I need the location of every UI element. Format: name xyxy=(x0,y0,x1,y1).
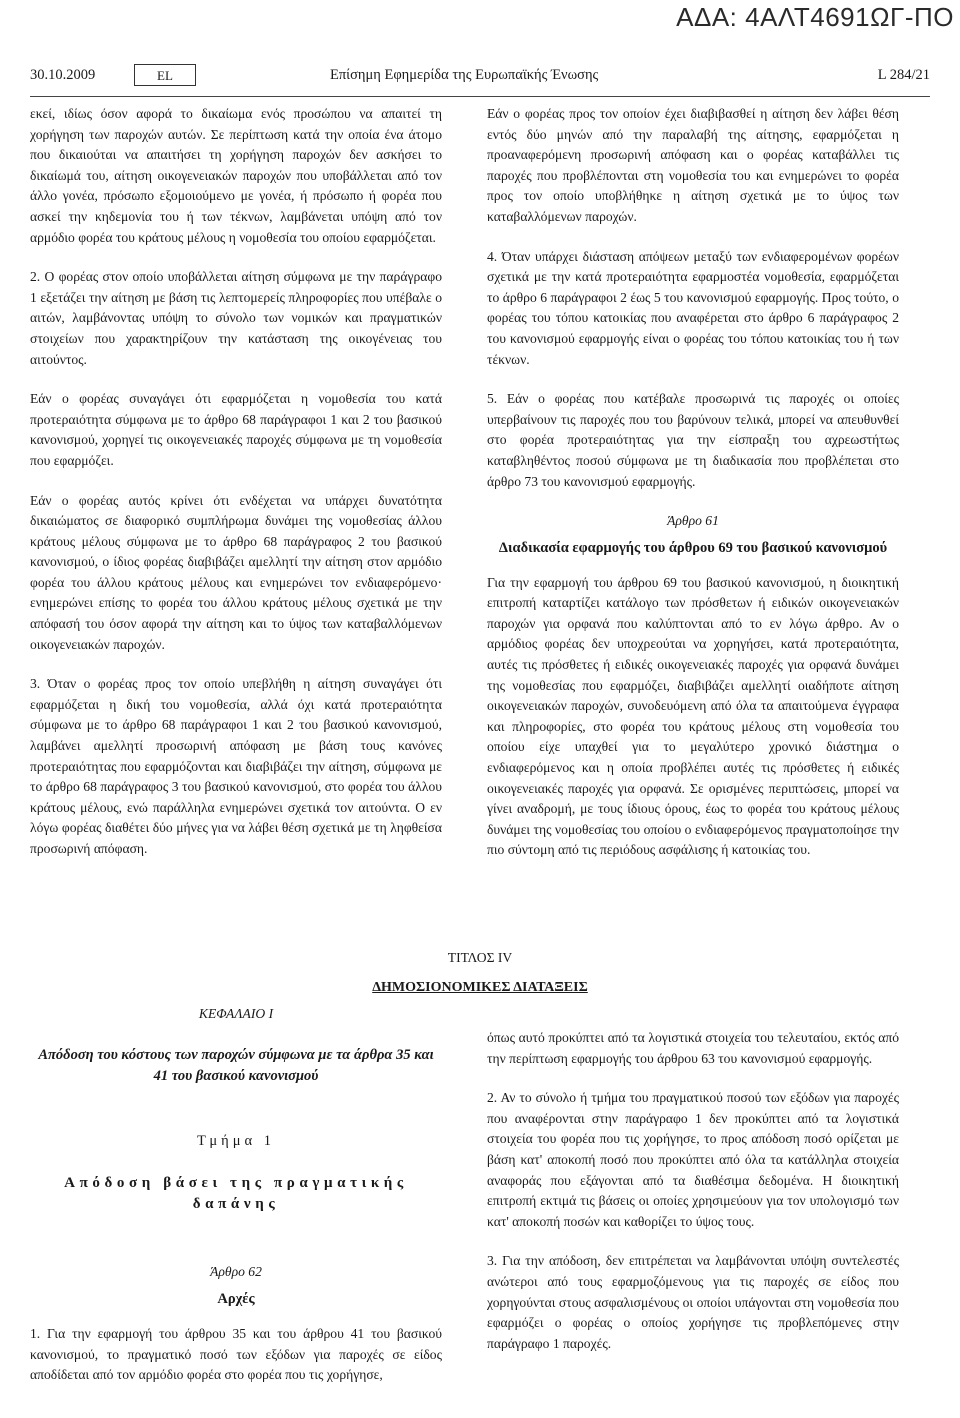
paragraph: Εάν ο φορέας προς τον οποίον έχει διαβιβασθεί η αίτηση δεν λάβει θέση εντός δύο μηνών από την παραλαβή της αίτησης, εφαρμόζεται η προαναφερόμενη προσωρινή απόφαση και ο φορέας καταβάλλει τις παροχές που προβλέπονται στη νομοθεσία του και ενημερώνει το φορέα προς τον οποίο υποβλήθηκε η αίτηση σχετικά με το ύψος των καταβαλλόμενων παροχών. xyxy=(487,106,899,224)
title-heading xyxy=(30,980,930,996)
left-column xyxy=(30,104,442,879)
section-title: Απόδοση βάσει της πραγματικής δαπάνης xyxy=(64,1175,408,1212)
ada-stamp: ΑΔΑ: 4ΑΛΤ4691ΩΓ-ΠΟ xyxy=(676,2,954,32)
paragraph: Εάν ο φορέας αυτός κρίνει ότι ενδέχεται να υπάρχει δυνατότητα δικαιώματος σε διαφορικό συμπλήρωμα δυνάμει της νομοθεσίας άλλου κράτους μέλους σύμφωνα με το άρθρο 68 παράγραφος 2 του βασικού κανονισμού, ο ίδιος φορέας διαβιβάζει αμελλητί την αίτηση στον αρμόδιο φορέα του άλλου κράτους μέλους και ενημερώνει τον ενδιαφερόμενο· ενημερώνει επίσης το φορέα του άλλου κράτους μέλους σχετικά με την απόφασή του όσον αφορά την αίτηση και το ύψος των καταβαλλόμενων οικογενειακών παροχών. xyxy=(30,492,442,652)
title-label: ΤΙΤΛΟΣ IV xyxy=(447,950,513,965)
paragraph: όπως αυτό προκύπτει από τα λογιστικά στοιχεία του τελευταίου, εκτός από την περίπτωση εφαρμογής του άρθρου 63 του κανονισμού εφαρμογής. xyxy=(487,1030,899,1066)
paragraph: 2. Ο φορέας στον οποίο υποβάλλεται αίτηση σύμφωνα με την παράγραφο 1 εξετάζει την αίτηση με βάση τις λεπτομερείς πληροφορίες που υπέβαλε ο αιτών, λαμβάνοντας υπόψη το σύνολο των νομικών και πραγματικών στοιχείων που χαρακτηρίζουν την κατάσταση της οικογένειας του αιτούντος. xyxy=(30,269,442,367)
article-number: Άρθρο 61 xyxy=(667,513,719,529)
paragraph: Εάν ο φορέας συναγάγει ότι εφαρμόζεται η νομοθεσία του κατά προτεραιότητα σύμφωνα με το άρθρο 68 παράγραφοι 1 και 2 του βασικού κανονισμού, χορηγεί τις οικογενειακές παροχές σύμφωνα με τη νομοθεσία που εφαρμόζει. xyxy=(30,391,442,468)
article-number: Άρθρο 62 xyxy=(210,1264,262,1280)
paragraph: 5. Εάν ο φορέας που κατέβαλε προσωρινά τις παροχές οι οποίες υπερβαίνουν τις παροχές που του βαρύνουν τελικά, μπορεί να απευθυνθεί στο φορέα προτεραιότητας για την είσπραξη του αχρεωστήτως καταβληθέντος ποσού σύμφωνα με τη διαδικασία που προβλέπεται στο άρθρο 73 του κανονισμού εφαρμογής. xyxy=(487,391,899,489)
bottom-right-column xyxy=(487,1028,899,1373)
journal-title: Επίσημη Εφημερίδα της Ευρωπαϊκής Ένωσης xyxy=(330,67,599,83)
paragraph: 4. Όταν υπάρχει διάσταση απόψεων μεταξύ των ενδιαφερομένων φορέων σχετικά με την κατά προτεραιότητα εφαρμοστέα νομοθεσία, εφαρμόζεται το άρθρο 6 παράγραφοι 2 έως 5 του κανονισμού εφαρμογής. Προς τούτο, ο φορέας του τόπου κατοικίας που αναφέρεται στο άρθρο 6 παράγραφος 2 του κανονισμού εφαρμογής είναι ο φορέας του τόπου κατοικίας του ή των τέκνων. xyxy=(487,248,899,367)
bottom-left-column xyxy=(30,1002,442,1405)
section-label: Τμήμα 1 xyxy=(197,1132,275,1149)
page-number: L 284/21 xyxy=(877,67,930,83)
paragraph: 3. Για την απόδοση, δεν επιτρέπεται να λαμβάνονται υπόψη συντελεστές ανώτεροι από τους εφαρμοζόμενους για τις παροχές σε είδος που χορηγούνται στους ασφαλισμένους οι οποίοι υπάγονται στη νομοθεσία που εφαρμόζει ο φορέας ο οποίος χορήγησε τις προβλεπόμενες στην παράγραφο 1 παροχές. xyxy=(487,1253,899,1351)
title-heading-text: ΔΗΜΟΣΙΟΝΟΜΙΚΕΣ ΔΙΑΤΑΞΕΙΣ xyxy=(372,980,588,995)
chapter-title: Απόδοση του κόστους των παροχών σύμφωνα με τα άρθρα 35 και 41 του βασικού κανονισμού xyxy=(38,1046,434,1084)
right-column xyxy=(487,104,899,880)
issue-date: 30.10.2009 xyxy=(30,67,96,83)
paragraph: εκεί, ιδίως όσον αφορά το δικαίωμα ενός προσώπου να απαιτεί τη χορήγηση των παροχών αυτών. Σε περίπτωση κατά την οποία ένα άτομο που δικαιούται να απαιτήσει τη χορήγηση παροχών δεν ασκήσει το δικαίωμά του, αίτηση οικογενειακών παροχών που υποβάλλεται από τον άλλο γονέα, πρόσωπο εξομοιούμενο με γονέα, ή πρόσωπο ή φορέα που ασκεί την κηδεμονία του ή των τέκνων, λαμβάνεται υπόψη από τον αρμόδιο φορέα του κράτους μέλους η νομοθεσία του οποίου εφαρμόζεται. xyxy=(30,106,442,245)
article-title: Διαδικασία εφαρμογής του άρθρου 69 του βασικού κανονισμού xyxy=(498,539,888,556)
paragraph: 3. Όταν ο φορέας προς τον οποίο υπεβλήθη η αίτηση συναγάγει ότι εφαρμόζεται η δική του νομοθεσία, αλλά όχι κατά προτεραιότητα σύμφωνα με το άρθρο 68 παράγραφοι 1 και 2 του βασικού κανονισμού, λαμβάνει αμελλητί προσωρινή απόφαση με βάση τους κανόνες προτεραιότητας που εφαρμόζονται και διαβιβάζει την αίτηση, σύμφωνα με το άρθρο 68 παράγραφος 3 του βασικού κανονισμού, στο φορέα του άλλου κράτους μέλους, ενώ παράλληλα ενημερώνει σχετικά τον αιτούντα. Ο εν λόγω φορέας διαθέτει δύο μήνες για να λάβει θέση σχετικά με τη ληφθείσα προσωρινή απόφαση. xyxy=(30,676,442,856)
header-rule xyxy=(30,96,930,97)
chapter-label: ΚΕΦΑΛΑΙΟ I xyxy=(198,1006,274,1021)
language-box: EL xyxy=(134,64,196,86)
paragraph: 2. Αν το σύνολο ή τμήμα του πραγματικού ποσού των εξόδων για παροχές που αναφέρονται στην παράγραφο 1 δεν προκύπτει από τα λογιστικά στοιχεία του φορέα που τις χορήγησε, το προς απόδοση ποσό ορίζεται με βάση κατ' αποκοπή ποσό που προκύπτει από όλα τα κατάλληλα στοιχεία αναφοράς που εξάγονται από τα διαθέσιμα δεδομένα. Η διοικητική επιτροπή εκτιμά τις βάσεις οι οποίες χρησιμεύουν για τον υπολογισμό των κατ' αποκοπή ποσών και καθορίζει το ύψος τους. xyxy=(487,1090,899,1229)
paragraph: Για την εφαρμογή του άρθρου 69 του βασικού κανονισμού, η διοικητική επιτροπή καταρτίζει κατάλογο των πρόσθετων ή ειδικών οικογενειακών παροχών για ορφανά που καλύπτονται από το εν λόγω άρθρο. Αν ο αρμόδιος φορέας δεν υποχρεούται να χορηγήσει, κατά προτεραιότητα, αυτές τις πρόσθετες ή ειδικές οικογενειακές παροχές για ορφανά δυνάμει της νομοθεσίας που εφαρμόζει, διαβιβάζει αμελλητί οιαδήποτε αίτηση οικογενειακών παροχών, συνοδευόμενη από όλα τα απαιτούμενα έγγραφα και πληροφορίες, στο φορέα του κράτους μέλους στη νομοθεσία του οποίου είχε υπαχθεί για το μεγαλύτερο χρονικό διάστημα ο ενδιαφερόμενος και η οποία προβλέπει αυτές τις πρόσθετες ή ειδικές οικογενειακές παροχές για ορφανά. Σε ορισμένες περιπτώσεις, μπορεί να γίνει αναδρομή, με τους ίδιους όρους, έως το φορέα του κράτους μέλους δυνάμει της νομοθεσίας του οποίου ο ενδιαφερόμενος πραγματοποίησε την πιο σύντομη από τις περιόδους ασφάλισης ή κατοικίας του. xyxy=(487,574,899,858)
article-title: Αρχές xyxy=(217,1290,255,1307)
journal-header xyxy=(30,64,930,90)
paragraph: 1. Για την εφαρμογή του άρθρου 35 και του άρθρου 41 του βασικού κανονισμού, το πραγματικό ποσό των εξόδων για παροχές σε είδος αποδίδεται από τον αρμόδιο φορέα στο φορέα που τις χορήγησε, xyxy=(30,1325,442,1383)
